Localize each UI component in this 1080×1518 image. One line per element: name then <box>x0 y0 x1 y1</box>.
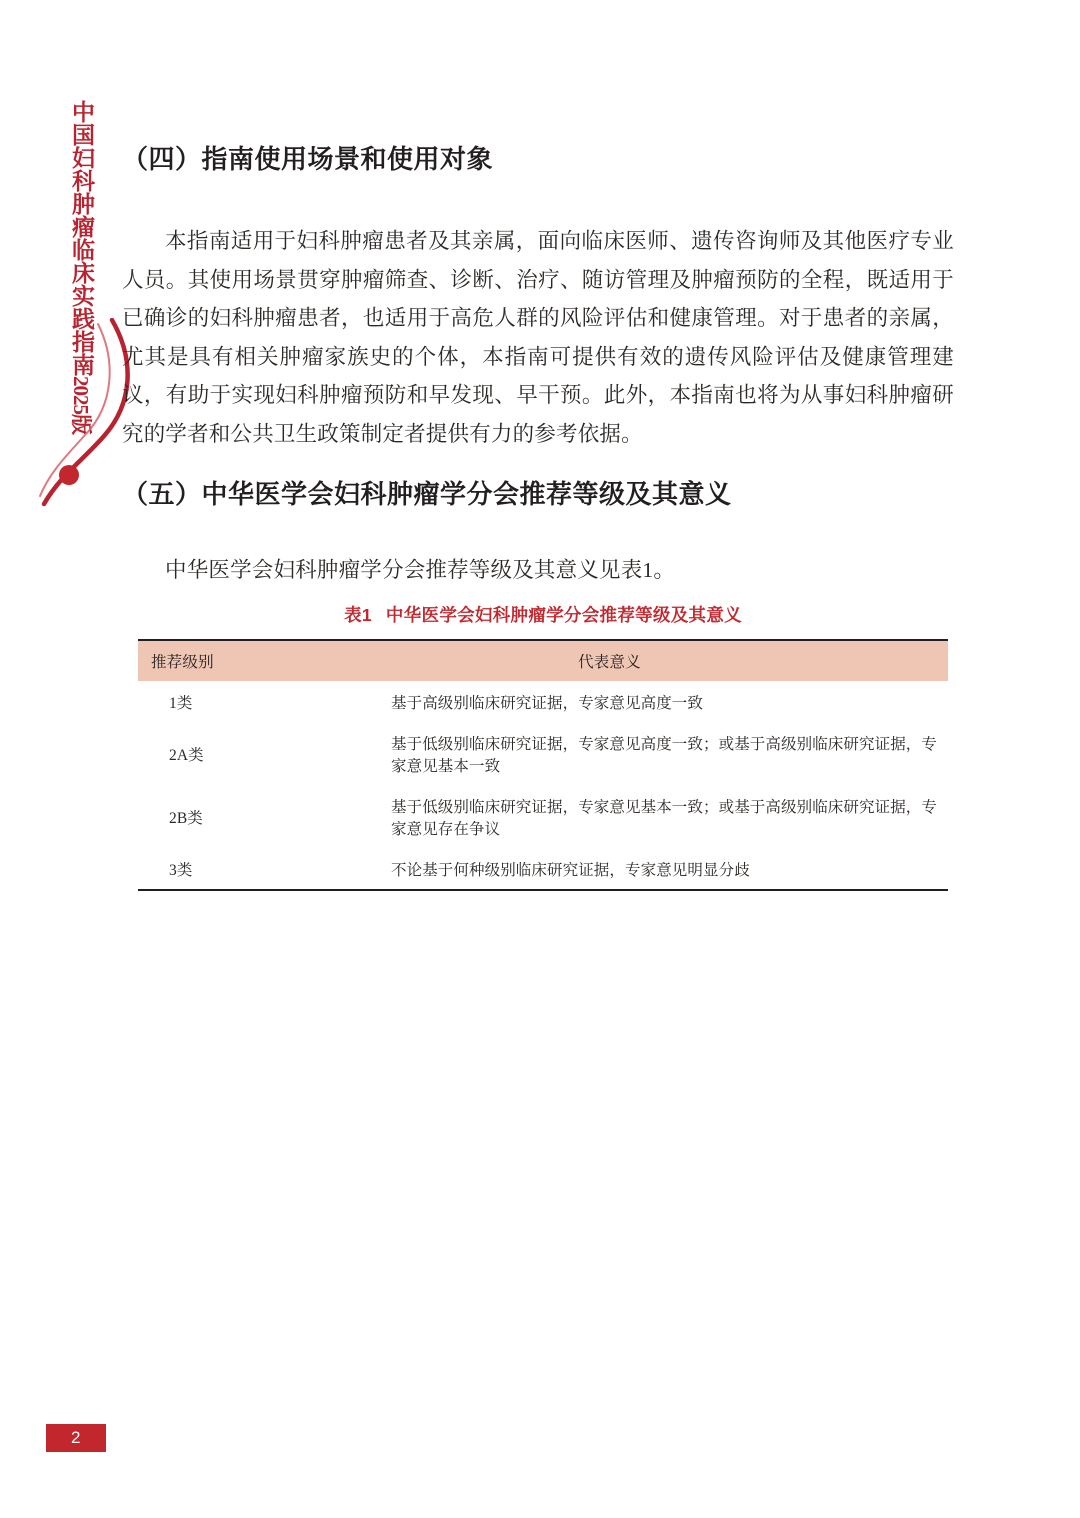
running-title-text: 中国妇科肿瘤临床实践指南 <box>69 100 94 376</box>
cell-level: 2B类 <box>169 809 203 827</box>
section-four-paragraph: 本指南适用于妇科肿瘤患者及其亲属，面向临床医师、遗传咨询师及其他医疗专业人员。其使用场景贯穿肿瘤筛查、诊断、治疗、随访管理及肿瘤预防的全程，既适用于已确诊的妇科肿瘤患者，也适用于高危人群的风险评估和健康管理。对于患者的亲属，尤其是具有相关肿瘤家族史的个体，本指南可提供有效的遗传风险评估及健康管理建议，有助于实现妇科肿瘤预防和早发现、早干预。此外，本指南也将为从事妇科肿瘤研究的学者和公共卫生政策制定者提供有力的参考依据。 <box>122 229 954 446</box>
table-caption <box>138 604 948 626</box>
cell-level: 1类 <box>169 694 193 712</box>
section-heading-five: （五）中华医学会妇科肿瘤学分会推荐等级及其意义 <box>122 480 732 509</box>
page-number-badge <box>46 1424 106 1452</box>
cell-meaning: 基于高级别临床研究证据，专家意见高度一致 <box>391 694 704 712</box>
ribbon-dot <box>59 465 79 485</box>
recommendation-grade-table <box>138 639 948 891</box>
table-row <box>138 785 948 848</box>
table-row <box>138 681 948 722</box>
section-heading-four: （四）指南使用场景和使用对象 <box>122 145 494 174</box>
column-header-meaning: 代表意义 <box>271 640 948 681</box>
table-row <box>138 848 948 890</box>
page-number-text: 2 <box>71 1428 81 1447</box>
cell-meaning: 不论基于何种级别临床研究证据，专家意见明显分歧 <box>391 861 750 879</box>
column-header-level: 推荐级别 <box>138 640 271 681</box>
cell-level: 2A类 <box>169 746 204 764</box>
cell-meaning: 基于低级别临床研究证据，专家意见高度一致；或基于高级别临床研究证据，专家意见基本一致 <box>391 735 938 775</box>
table-caption-number: 表1 <box>344 605 372 625</box>
table-caption-title: 中华医学会妇科肿瘤学分会推荐等级及其意义 <box>385 605 742 625</box>
running-title-year: 2025版 <box>69 376 93 434</box>
vertical-running-title <box>58 100 94 434</box>
table-row <box>138 722 948 785</box>
cell-meaning: 基于低级别临床研究证据，专家意见基本一致；或基于高级别临床研究证据，专家意见存在争议 <box>391 798 938 838</box>
section-five-paragraph: 中华医学会妇科肿瘤学分会推荐等级及其意义见表1。 <box>165 558 676 582</box>
recommendation-grade-table-block <box>138 604 948 891</box>
table-header-row <box>138 640 948 681</box>
cell-level: 3类 <box>169 861 193 879</box>
